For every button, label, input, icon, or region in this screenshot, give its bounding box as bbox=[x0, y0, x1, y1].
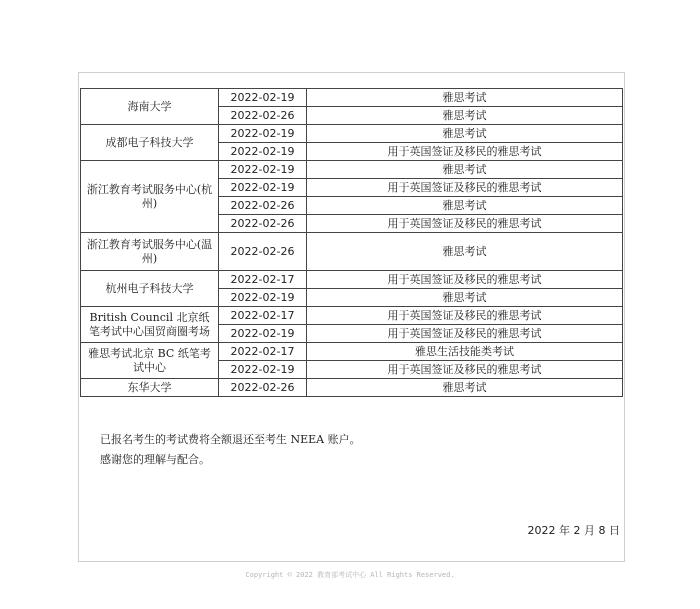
thanks-notice: 感谢您的理解与配合。 bbox=[100, 453, 210, 466]
exam-date-cell: 2022-02-19 bbox=[219, 289, 307, 307]
exam-date-cell: 2022-02-26 bbox=[219, 197, 307, 215]
exam-type-cell: 用于英国签证及移民的雅思考试 bbox=[307, 179, 623, 197]
exam-date-cell: 2022-02-17 bbox=[219, 271, 307, 289]
exam-type-cell: 用于英国签证及移民的雅思考试 bbox=[307, 361, 623, 379]
exam-type-cell: 用于英国签证及移民的雅思考试 bbox=[307, 271, 623, 289]
exam-type-cell: 雅思考试 bbox=[307, 233, 623, 271]
exam-type-cell: 雅思考试 bbox=[307, 161, 623, 179]
table-row bbox=[81, 233, 623, 271]
exam-type-cell: 雅思考试 bbox=[307, 197, 623, 215]
exam-schedule-table bbox=[80, 88, 623, 397]
exam-date-cell: 2022-02-26 bbox=[219, 215, 307, 233]
exam-type-cell: 雅思考试 bbox=[307, 89, 623, 107]
refund-notice: 已报名考生的考试费将全额退还至考生 NEEA 账户。 bbox=[100, 433, 361, 446]
issue-date: 2022 年 2 月 8 日 bbox=[527, 524, 620, 537]
notice-text bbox=[100, 430, 361, 470]
exam-date-cell: 2022-02-19 bbox=[219, 325, 307, 343]
exam-date-cell: 2022-02-19 bbox=[219, 179, 307, 197]
exam-type-cell: 用于英国签证及移民的雅思考试 bbox=[307, 215, 623, 233]
exam-date-cell: 2022-02-19 bbox=[219, 161, 307, 179]
exam-type-cell: 用于英国签证及移民的雅思考试 bbox=[307, 143, 623, 161]
table-row bbox=[81, 271, 623, 289]
exam-date-cell: 2022-02-19 bbox=[219, 143, 307, 161]
test-center-cell: 成都电子科技大学 bbox=[81, 125, 219, 161]
exam-type-cell: 雅思考试 bbox=[307, 125, 623, 143]
exam-date-cell: 2022-02-19 bbox=[219, 361, 307, 379]
exam-date-cell: 2022-02-26 bbox=[219, 107, 307, 125]
exam-type-cell: 雅思生活技能类考试 bbox=[307, 343, 623, 361]
exam-date-cell: 2022-02-19 bbox=[219, 125, 307, 143]
table-row bbox=[81, 307, 623, 325]
exam-date-cell: 2022-02-17 bbox=[219, 307, 307, 325]
test-center-cell: British Council 北京纸笔考试中心国贸商圈考场 bbox=[81, 307, 219, 343]
exam-type-cell: 雅思考试 bbox=[307, 289, 623, 307]
table-row bbox=[81, 379, 623, 397]
table-row bbox=[81, 161, 623, 179]
test-center-cell: 东华大学 bbox=[81, 379, 219, 397]
exam-type-cell: 用于英国签证及移民的雅思考试 bbox=[307, 307, 623, 325]
exam-type-cell: 雅思考试 bbox=[307, 379, 623, 397]
exam-type-cell: 雅思考试 bbox=[307, 107, 623, 125]
copyright-footer: Copyright © 2022 教育部考试中心 All Rights Reserved. bbox=[245, 571, 455, 579]
exam-date-cell: 2022-02-19 bbox=[219, 89, 307, 107]
table-row bbox=[81, 89, 623, 107]
test-center-cell: 海南大学 bbox=[81, 89, 219, 125]
test-center-cell: 浙江教育考试服务中心(温州) bbox=[81, 233, 219, 271]
exam-date-cell: 2022-02-17 bbox=[219, 343, 307, 361]
test-center-cell: 雅思考试北京 BC 纸笔考试中心 bbox=[81, 343, 219, 379]
table-row bbox=[81, 125, 623, 143]
test-center-cell: 杭州电子科技大学 bbox=[81, 271, 219, 307]
test-center-cell: 浙江教育考试服务中心(杭州) bbox=[81, 161, 219, 233]
exam-date-cell: 2022-02-26 bbox=[219, 379, 307, 397]
table-row bbox=[81, 343, 623, 361]
exam-date-cell: 2022-02-26 bbox=[219, 233, 307, 271]
exam-type-cell: 用于英国签证及移民的雅思考试 bbox=[307, 325, 623, 343]
